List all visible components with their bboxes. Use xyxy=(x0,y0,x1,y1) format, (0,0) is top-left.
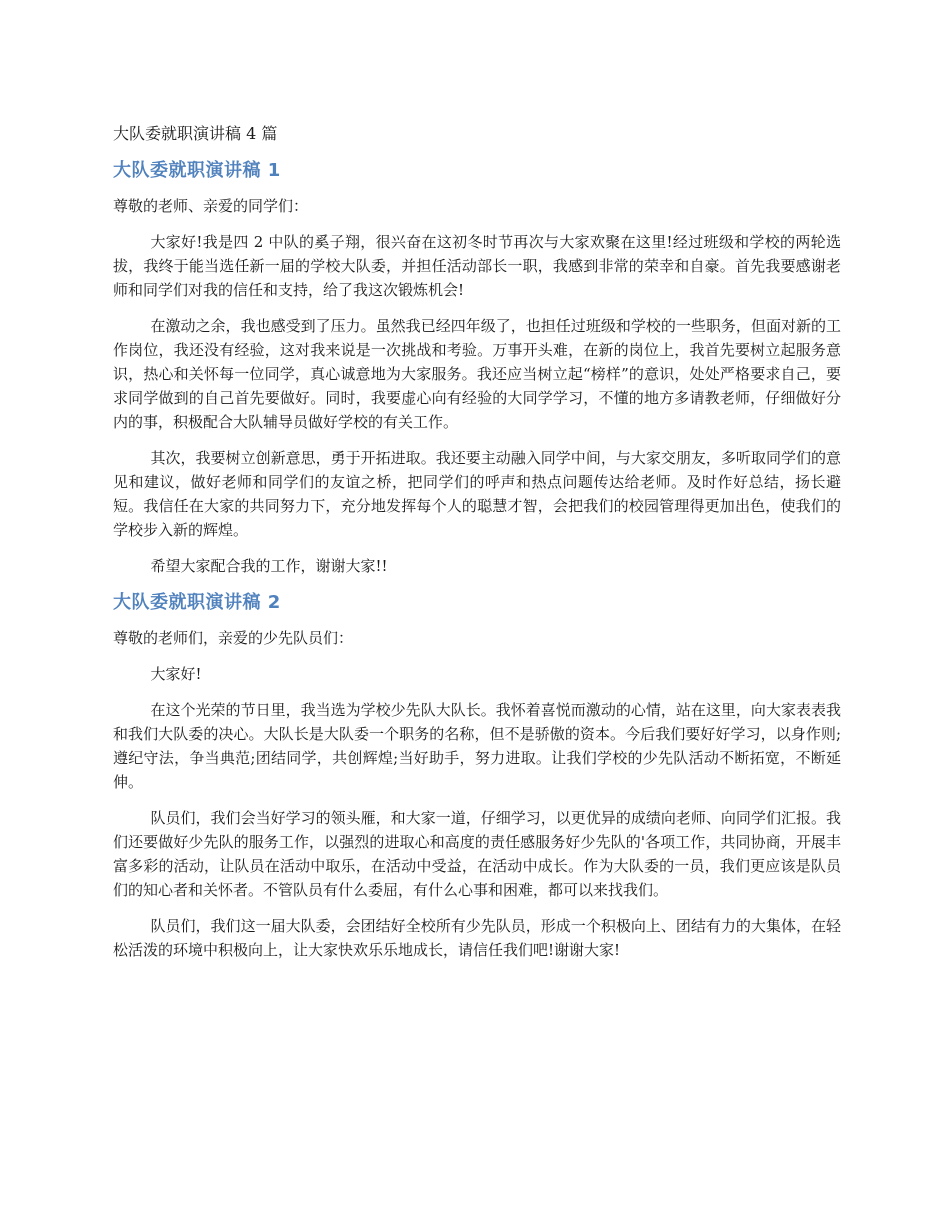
paragraph: 大家好! xyxy=(150,665,202,683)
paragraph: 队员们，我们会当好学习的领头雁，和大家一道，仔细学习，以更优异的成绩向老师、向同学们汇报。我们还要做好少先队的服务工作，以强烈的进取心和高度的责任感服务好少先队的'各项工作，共同协商，开展丰富多彩的活动，让队员在活动中取乐，在活动中受益，在活动中成长。作为大队委的一员，我们更应该是队员们的知心者和关怀者。不管队员有什么委屈，有什么心事和困难，都可以来找我们。 xyxy=(113,809,841,899)
paragraph: 队员们，我们这一届大队委，会团结好全校所有少先队员，形成一个积极向上、团结有力的大集体，在轻松活泼的环境中积极向上，让大家快欢乐乐地成长，请信任我们吧!谢谢大家! xyxy=(113,917,841,959)
document-body xyxy=(113,122,841,974)
speech-section-1 xyxy=(113,158,841,578)
paragraph: 在这个光荣的节日里，我当选为学校少先队大队长。我怀着喜悦而激动的心情，站在这里，向大家表表我和我们大队委的决心。大队长是大队委一个职务的名称，但不是骄傲的资本。今后我们要好好学习，以身作则;遵纪守法，争当典范;团结同学，共创辉煌;当好助手，努力进取。让我们学校的少先队活动不断拓宽，不断延伸。 xyxy=(113,701,841,791)
salutation: 尊敬的老师们，亲爱的少先队员们： xyxy=(113,629,354,647)
paragraph: 希望大家配合我的工作，谢谢大家!! xyxy=(150,557,388,575)
section-heading: 大队委就职演讲稿 1 xyxy=(113,160,281,181)
paragraph: 其次，我要树立创新意思，勇于开拓进取。我还要主动融入同学中间，与大家交朋友，多听取同学们的意见和建议，做好老师和同学们的友谊之桥，把同学们的呼声和热点问题传达给老师。及时作好总结，扬长避短。我信任在大家的共同努力下，充分地发挥每个人的聪慧才智，会把我们的校园管理得更加出色，使我们的学校步入新的辉煌。 xyxy=(113,449,841,539)
section-heading: 大队委就职演讲稿 2 xyxy=(113,592,281,613)
salutation: 尊敬的老师、亲爱的同学们： xyxy=(113,197,309,215)
speech-section-2 xyxy=(113,590,841,962)
paragraph: 在激动之余，我也感受到了压力。虽然我已经四年级了，也担任过班级和学校的一些职务，但面对新的工作岗位，我还没有经验，这对我来说是一次挑战和考验。万事开头难，在新的岗位上，我首先要树立起服务意识，热心和关怀每一位同学，真心诚意地为大家服务。我还应当树立起“榜样”的意识，处处严格要求自己，要求同学做到的自己首先要做好。同时，我要虚心向有经验的大同学学习，不懂的地方多请教老师，仔细做好分内的事，积极配合大队辅导员做好学校的有关工作。 xyxy=(113,317,841,431)
paragraph: 大家好!我是四 2 中队的奚子翔，很兴奋在这初冬时节再次与大家欢聚在这里!经过班级和学校的两轮选拔，我终于能当选任新一届的学校大队委，并担任活动部长一职，我感到非常的荣幸和自豪。首先我要感谢老师和同学们对我的信任和支持，给了我这次锻炼机会! xyxy=(113,233,841,299)
document-title: 大队委就职演讲稿 4 篇 xyxy=(113,124,278,143)
